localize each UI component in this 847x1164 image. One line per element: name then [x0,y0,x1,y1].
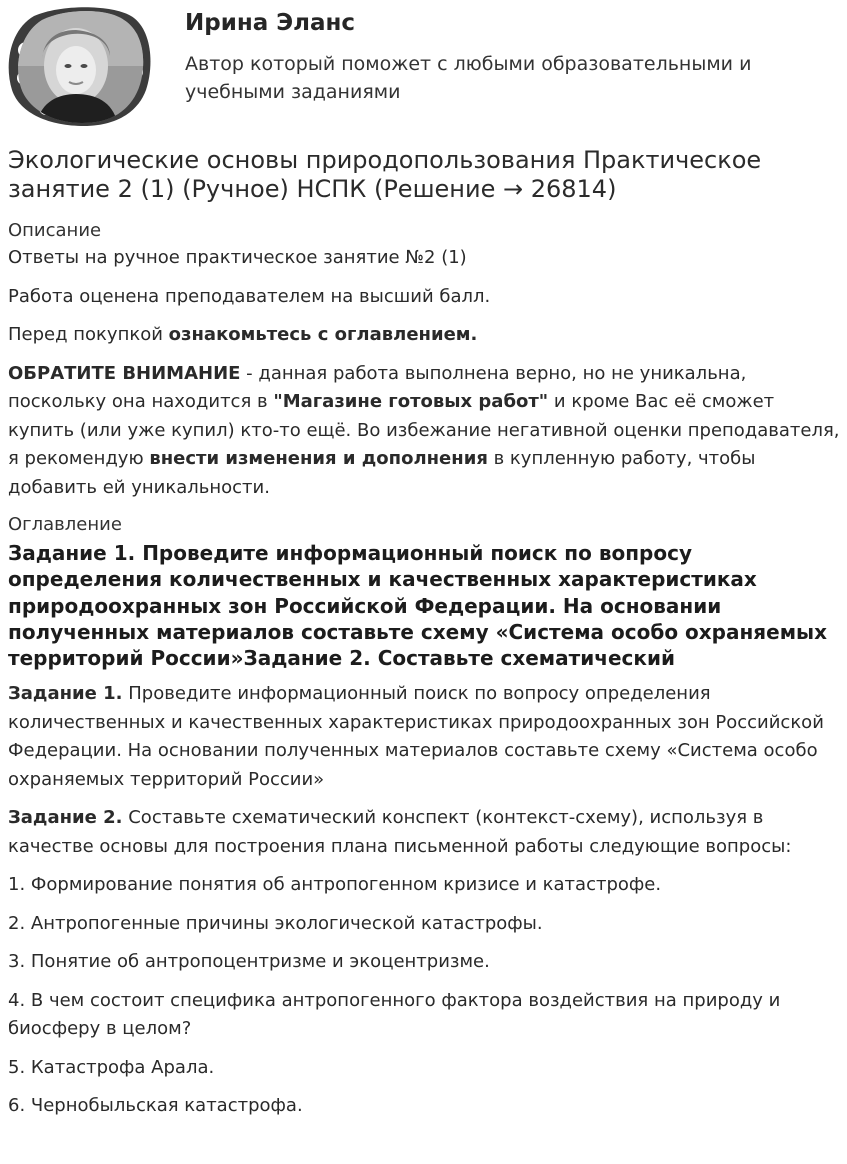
task-2: Задание 2. Составьте схематический конспект (контекст-схему), используя в качестве основы для построения плана письменной работы следующие вопросы: [8,807,792,857]
description-label: Описание [8,220,102,241]
toc-label: Оглавление [8,514,122,535]
before-purchase: Перед покупкой ознакомьтесь с оглавлением. [8,324,478,345]
author-name: Ирина Эланс [185,10,356,36]
author-description: Автор который поможет с любыми образовательными и учебными заданиями [185,53,752,103]
document-body [8,146,840,1131]
notice-paragraph: ОБРАТИТЕ ВНИМАНИЕ - данная работа выполнена верно, но не уникальна, поскольку она находится в "Магазине готовых работ" и кроме Вас её сможет купить (или уже купил) кто-то ещё. Во избежание негативной оценки преподавателя, я рекомендую внести изменения и дополнения в купленную работу, чтобы добавить ей уникальности. [8,362,840,498]
question-item: 3. Понятие об антропоцентризме и экоцентризме. [8,951,490,973]
author-avatar [6,6,152,126]
question-item: 5. Катастрофа Арала. [8,1056,215,1078]
question-item: 4. В чем состоит специфика антропогенного фактора воздействия на природу и биосферу в целом? [8,989,781,1040]
question-item: 6. Чернобыльская катастрофа. [8,1095,303,1117]
author-card [0,0,847,130]
question-item: 2. Антропогенные причины экологической катастрофы. [8,912,543,934]
answers-line: Ответы на ручное практическое занятие №2 (1) [8,247,467,268]
graded-line: Работа оценена преподавателем на высший балл. [8,285,491,307]
task-1: Задание 1. Проведите информационный поиск по вопросу определения количественных и качественных характеристиках природоохранных зон Российской Федерации. На основании полученных материалов составьте схему «Система особо охраняемых территорий России» [8,683,824,790]
document-title: Экологические основы природопользования Практическое занятие 2 (1) (Ручное) НСПК (Решение → 26814) [8,146,762,203]
toc-heading: Задание 1. Проведите информационный поиск по вопросу определения количественных и качественных характеристиках природоохранных зон Российской Федерации. На основании полученных материалов составьте схему «Система особо охраняемых территорий России»Задание 2. Составьте схематический [8,541,828,671]
question-item: 1. Формирование понятия об антропогенном кризисе и катастрофе. [8,874,662,896]
